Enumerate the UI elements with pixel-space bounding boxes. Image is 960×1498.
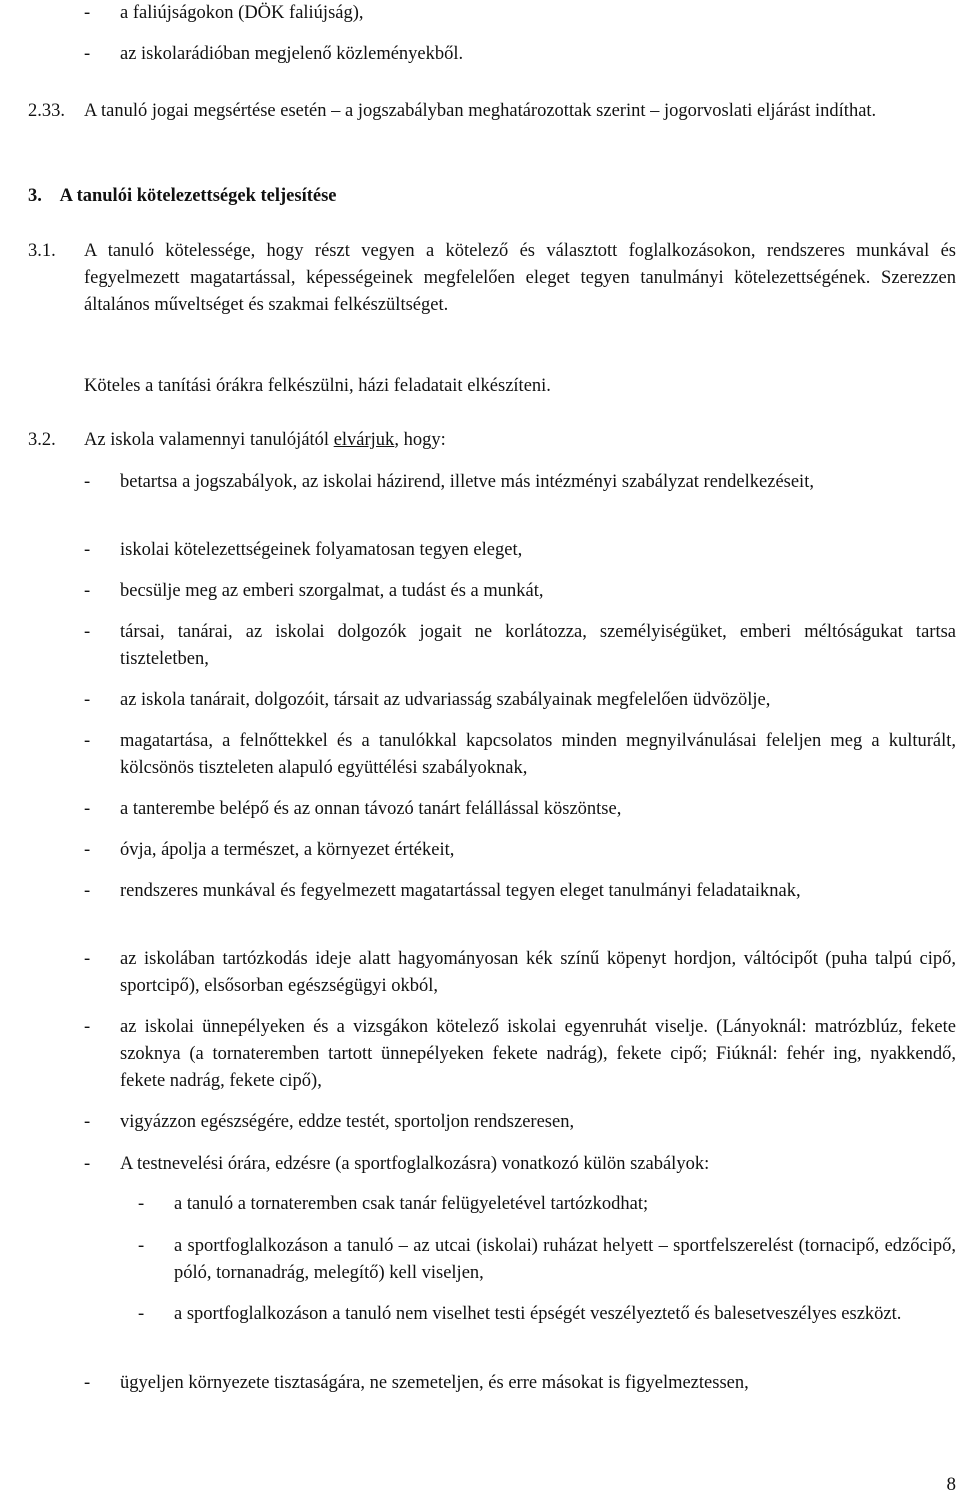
list-item-text: társai, tanárai, az iskolai dolgozók jogait ne korlátozza, személyiségüket, emberi méltóságukat tartsa tiszteletben, xyxy=(120,622,956,669)
paragraph-3-2 xyxy=(28,427,956,454)
paragraph-number: 2.33. xyxy=(28,101,65,121)
list-item xyxy=(84,687,956,714)
paragraph-text: A tanuló kötelessége, hogy részt vegyen a kötelező és választott foglalkozásokon, rendszeres munkával és fegyelmezett magatartással, képességeinek megfelelően eleget tegyen tanulmányi kötelezettségének. Szerezzen általános műveltséget és szakmai felkészültséget. xyxy=(84,241,956,315)
list-item xyxy=(84,619,956,673)
list-item-text: a sportfoglalkozáson a tanuló nem viselhet testi épségét veszélyeztető és balesetveszélyes eszközt. xyxy=(174,1304,902,1324)
list-dash: - xyxy=(84,1017,91,1037)
paragraph-3-1-extra: Köteles a tanítási órákra felkészülni, házi feladatait elkészíteni. xyxy=(84,376,551,396)
section-number: 3. xyxy=(28,186,42,206)
list-item-text: a tanuló a tornateremben csak tanár felügyeletével tartózkodhat; xyxy=(174,1194,649,1214)
list-item xyxy=(84,1109,956,1136)
list-item-text: a sportfoglalkozáson a tanuló – az utcai (iskolai) ruházat helyett – sportfelszerelést (tornacipő, edzőcipő, póló, tornanadrág, melegítő) kell viseljen, xyxy=(174,1236,956,1283)
paragraph-text-before: Az iskola valamennyi tanulójától xyxy=(84,430,334,450)
paragraph-number: 3.1. xyxy=(28,241,56,261)
list-item xyxy=(84,878,956,905)
list-dash: - xyxy=(84,799,91,819)
list-dash: - xyxy=(84,840,91,860)
sub-list-item xyxy=(138,1301,956,1328)
paragraph-text-after: , hogy: xyxy=(394,430,446,450)
sub-list-item xyxy=(138,1191,956,1218)
list-dash: - xyxy=(84,1154,91,1174)
list-item-text: ügyeljen környezete tisztaságára, ne szemeteljen, és erre másokat is figyelmeztessen, xyxy=(120,1373,749,1393)
paragraph-number: 3.2. xyxy=(28,430,56,450)
list-item-text: becsülje meg az emberi szorgalmat, a tudást és a munkát, xyxy=(120,581,544,601)
list-dash: - xyxy=(84,949,91,969)
section-heading xyxy=(28,183,337,210)
list-dash: - xyxy=(84,540,91,560)
list-item xyxy=(84,728,956,782)
list-dash: - xyxy=(84,581,91,601)
section-title: A tanulói kötelezettségek teljesítése xyxy=(59,186,337,206)
list-dash: - xyxy=(84,731,91,751)
paragraph-text xyxy=(84,427,956,454)
list-item-text: betartsa a jogszabályok, az iskolai házirend, illetve más intézményi szabályzat rendelkezéseit, xyxy=(120,472,814,492)
list-item xyxy=(84,946,956,1000)
list-item-text: iskolai kötelezettségeinek folyamatosan tegyen eleget, xyxy=(120,540,523,560)
paragraph-text: A tanuló jogai megsértése esetén – a jogszabályban meghatározottak szerint – jogorvoslati eljárást indíthat. xyxy=(84,101,877,121)
list-dash: - xyxy=(84,3,91,23)
sub-list-item xyxy=(138,1233,956,1287)
list-item xyxy=(84,537,956,564)
list-item-text: A testnevelési órára, edzésre (a sportfoglalkozásra) vonatkozó külön szabályok: xyxy=(120,1154,710,1174)
list-item xyxy=(84,1014,956,1095)
list-dash: - xyxy=(84,1112,91,1132)
list-item-text: a tanterembe belépő és az onnan távozó tanárt felállással köszöntse, xyxy=(120,799,622,819)
list-item-text: az iskolában tartózkodás ideje alatt hagyományosan kék színű köpenyt hordjon, váltócipőt (puha talpú cipő, sportcipő), elsősorban egészségügyi okból, xyxy=(120,949,956,996)
list-item xyxy=(84,0,956,27)
list-dash: - xyxy=(84,472,91,492)
list-item-text: a faliújságokon (DÖK faliújság), xyxy=(120,3,364,23)
list-item-text: vigyázzon egészségére, eddze testét, sportoljon rendszeresen, xyxy=(120,1112,575,1132)
paragraph-2-33 xyxy=(28,98,956,125)
list-item-text: az iskolarádióban megjelenő közleményekből. xyxy=(120,44,464,64)
list-dash: - xyxy=(138,1236,145,1256)
list-dash: - xyxy=(84,881,91,901)
list-item xyxy=(84,41,956,68)
list-item-text: magatartása, a felnőttekkel és a tanulókkal kapcsolatos minden megnyilvánulásai feleljen meg a kulturált, kölcsönös tiszteleten alapuló együttélési szabályoknak, xyxy=(120,731,956,778)
list-dash: - xyxy=(84,622,91,642)
list-dash: - xyxy=(138,1304,145,1324)
list-item-text: óvja, ápolja a természet, a környezet értékeit, xyxy=(120,840,455,860)
list-item xyxy=(84,578,956,605)
list-item-text: az iskolai ünnepélyeken és a vizsgákon kötelező iskolai egyenruhát viselje. (Lányoknál: matrózblúz, fekete szoknya (a tornateremben tartott ünnepélyeken fekete nadrág), fekete cipő; Fiúknál: fehér ing, nyakkendő, fekete nadrág, fekete cipő), xyxy=(120,1017,956,1091)
page-number: 8 xyxy=(946,1474,956,1495)
underlined-word: elvárjuk xyxy=(333,430,395,450)
list-item xyxy=(84,469,956,496)
paragraph-3-1 xyxy=(28,238,956,319)
list-item xyxy=(84,837,956,864)
list-item-text: rendszeres munkával és fegyelmezett magatartással tegyen eleget tanulmányi feladataiknak, xyxy=(120,881,801,901)
list-dash: - xyxy=(84,44,91,64)
list-dash: - xyxy=(84,690,91,710)
list-item xyxy=(84,1151,956,1178)
list-item-text: az iskola tanárait, dolgozóit, társait az udvariasság szabályainak megfelelően üdvözölje, xyxy=(120,690,771,710)
list-item xyxy=(84,796,956,823)
list-dash: - xyxy=(84,1373,91,1393)
list-item xyxy=(84,1370,956,1397)
list-dash: - xyxy=(138,1194,145,1214)
